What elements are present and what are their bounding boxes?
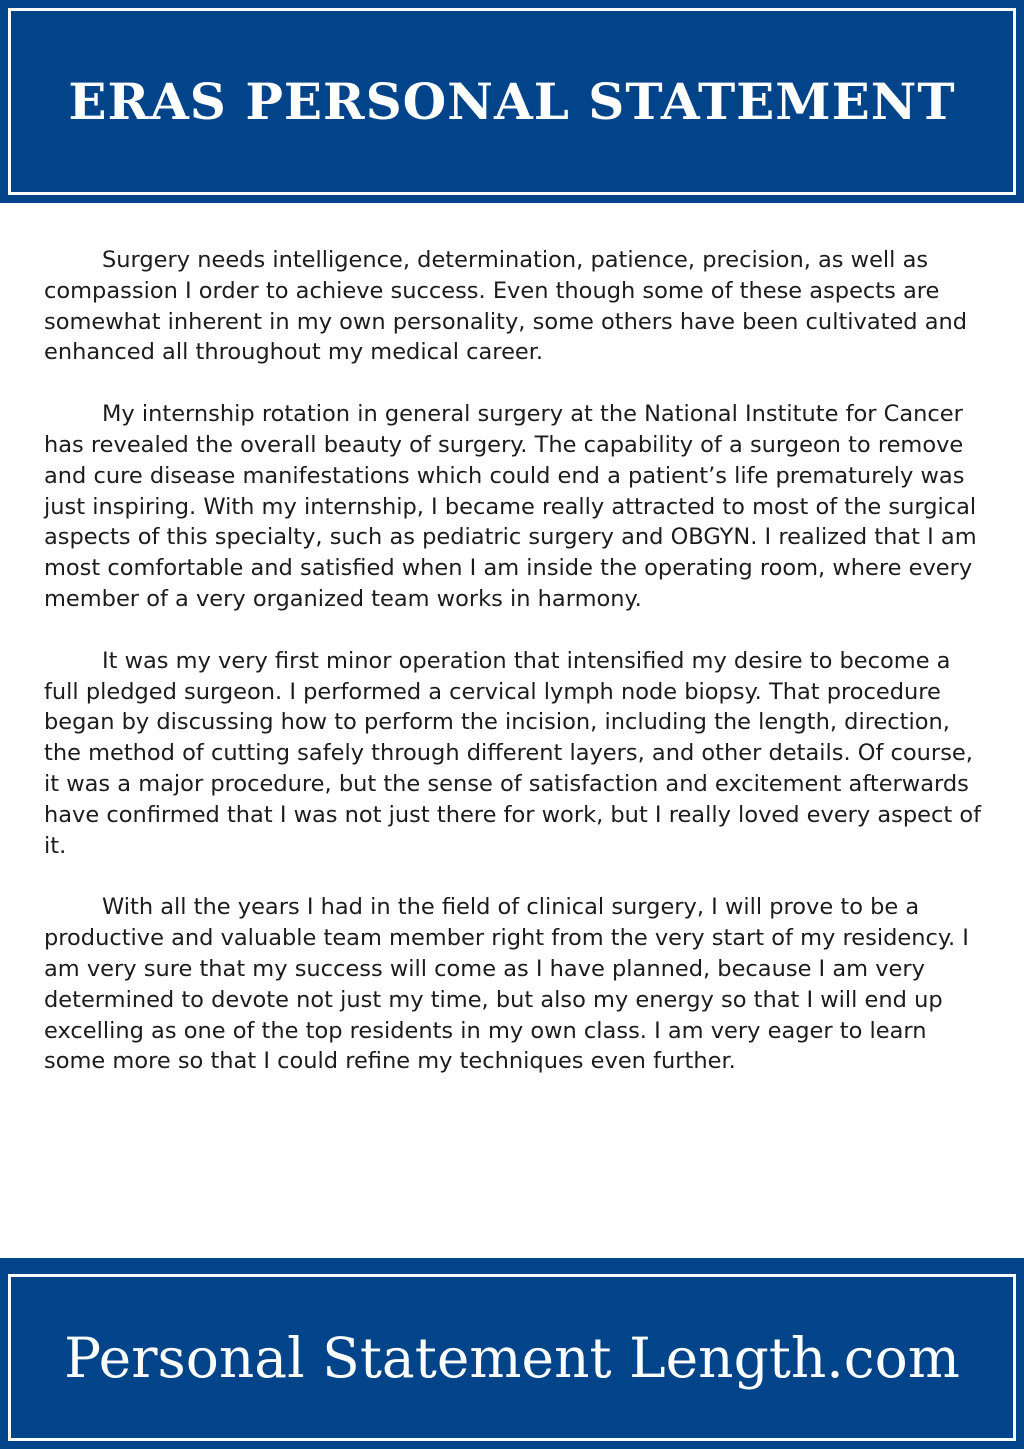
paragraph-4: With all the years I had in the field of clinical surgery, I will prove to be a productive and valuable team member right from the very start of my residency. I am very sure that my success will come as I have planned, because I am very determined to devote not just my time, but also my energy so that I will end up excelling as one of the top residents in my own class. I am very eager to learn some more so that I could refine my techniques even further. — [44, 894, 969, 1075]
footer-frame — [8, 1274, 1016, 1441]
page-title: ERAS PERSONAL STATEMENT — [68, 72, 956, 131]
footer-site-name: Personal Statement Length.com — [64, 1325, 960, 1390]
statement-body — [44, 245, 984, 1108]
paragraph-2: My internship rotation in general surgery at the National Institute for Cancer has revealed the overall beauty of surgery. The capability of a surgeon to remove and cure disease manifestations which could end a patient’s life prematurely was just inspiring. With my internship, I became really attracted to most of the surgical aspects of this specialty, such as pediatric surgery and OBGYN. I realized that I am most comfortable and satisfied when I am inside the operating room, where every member of a very organized team works in harmony. — [44, 401, 977, 612]
paragraph-1: Surgery needs intelligence, determination, patience, precision, as well as compassion I order to achieve success. Even though some of these aspects are somewhat inherent in my own personality, some others have been cultivated and enhanced all throughout my medical career. — [44, 247, 968, 366]
paragraph-3: It was my very first minor operation that intensified my desire to become a full pledged surgeon. I performed a cervical lymph node biopsy. That procedure began by discussing how to perform the incision, including the length, direction, the method of cutting safely through different layers, and other details. Of course, it was a major procedure, but the sense of satisfaction and excitement afterwards have confirmed that I was not just there for work, but I really loved every aspect of it. — [44, 647, 982, 859]
header-frame — [8, 8, 1016, 195]
header-banner — [0, 0, 1024, 203]
footer-banner — [0, 1258, 1024, 1449]
